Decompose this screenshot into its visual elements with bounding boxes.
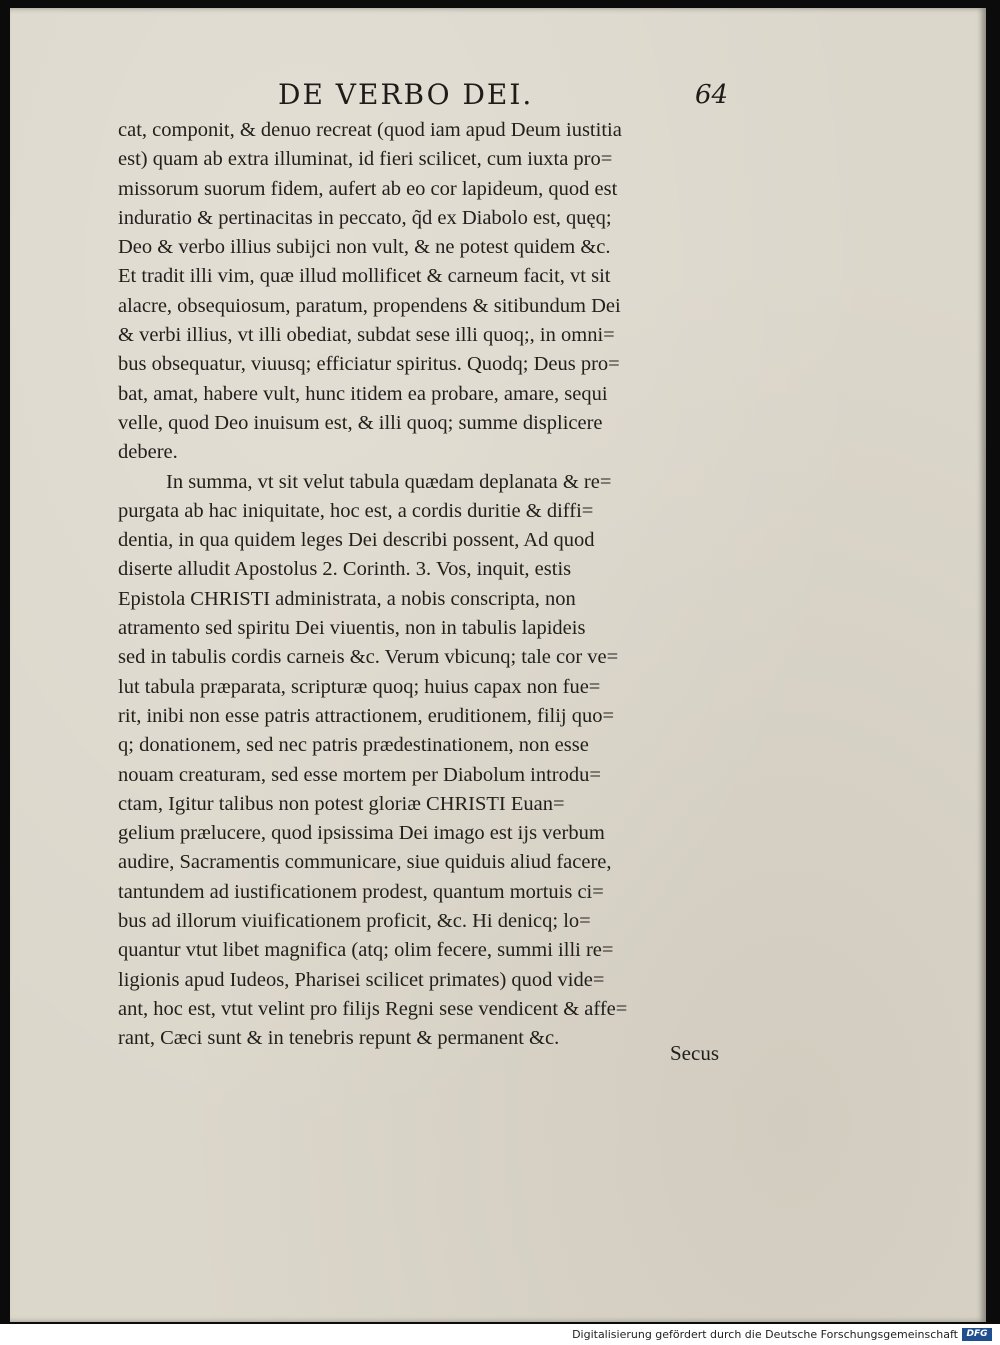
- text-line: Epistola CHRISTI administrata, a nobis conscripta, non: [118, 587, 576, 610]
- text-line: tantundem ad iustificationem prodest, quantum mortuis ci=: [118, 880, 604, 903]
- page-number: 64: [695, 80, 729, 110]
- body-text: [118, 116, 740, 1054]
- funding-credit: Digitalisierung gefördert durch die Deutsche Forschungsgemeinschaft: [572, 1328, 958, 1341]
- text-line: audire, Sacramentis communicare, siue quiduis aliud facere,: [118, 851, 612, 874]
- text-line: bus ad illorum viuificationem proficit, &c. Hi denicq; lo=: [118, 910, 591, 933]
- text-line: velle, quod Deo inuisum est, & illi quoq; summe displicere: [118, 411, 603, 434]
- text-line: purgata ab hac iniquitate, hoc est, a cordis duritie & diffi=: [118, 499, 594, 522]
- text-line: debere.: [118, 441, 178, 464]
- text-line: atramento sed spiritu Dei viuentis, non in tabulis lapideis: [118, 617, 586, 640]
- text-line: rit, inibi non esse patris attractionem, eruditionem, filij quo=: [118, 704, 615, 727]
- text-line: est) quam ab extra illuminat, id fieri scilicet, cum iuxta pro=: [118, 148, 613, 171]
- catchword: Secus: [670, 1041, 719, 1065]
- text-line: sed in tabulis cordis carneis &c. Verum vbicunq; tale cor ve=: [118, 646, 619, 669]
- text-line: ligionis apud Iudeos, Pharisei scilicet primates) quod vide=: [118, 968, 605, 991]
- paragraph-first-line: In summa, vt sit velut tabula quædam deplanata & re=: [166, 470, 612, 493]
- text-line: Deo & verbo illius subijci non vult, & ne potest quidem &c.: [118, 236, 611, 259]
- text-line: ant, hoc est, vtut velint pro filijs Regni sese vendicent & affe=: [118, 997, 628, 1020]
- running-head: DE VERBO DEI.: [278, 78, 534, 111]
- text-line: bus obsequatur, viuusq; efficiatur spiritus. Quodq; Deus pro=: [118, 353, 620, 376]
- text-line: lut tabula præparata, scripturæ quoq; huius capax non fue=: [118, 675, 601, 698]
- text-line: rant, Cæci sunt & in tenebris repunt & permanent &c.: [118, 1027, 560, 1050]
- page-header: [10, 78, 986, 118]
- text-line: diserte alludit Apostolus 2. Corinth. 3. Vos, inquit, estis: [118, 558, 572, 581]
- text-line: Et tradit illi vim, quæ illud mollificet & carneum facit, vt sit: [118, 265, 611, 288]
- text-line: & verbi illius, vt illi obediat, subdat sese illi quoq;, in omni=: [118, 324, 615, 347]
- text-line: induratio & pertinacitas in peccato, q̃d ex Diabolo est, quęq;: [118, 206, 612, 229]
- text-line: quantur vtut libet magnifica (atq; olim fecere, summi illi re=: [118, 939, 614, 962]
- digitization-footer: [0, 1326, 1000, 1345]
- text-line: nouam creaturam, sed esse mortem per Diabolum introdu=: [118, 763, 601, 786]
- text-line: gelium prælucere, quod ipsissima Dei imago est ijs verbum: [118, 822, 605, 845]
- book-page: [10, 8, 986, 1322]
- text-line: alacre, obsequiosum, paratum, propendens & sitibundum Dei: [118, 294, 621, 317]
- text-line: bat, amat, habere vult, hunc itidem ea probare, amare, sequi: [118, 382, 608, 405]
- text-line: missorum suorum fidem, aufert ab eo cor lapideum, quod est: [118, 177, 618, 200]
- dfg-logo: DFG: [962, 1328, 992, 1341]
- text-line: q; donationem, sed nec patris prædestinationem, non esse: [118, 734, 589, 757]
- text-line: dentia, in qua quidem leges Dei describi possent, Ad quod: [118, 529, 595, 552]
- text-line: cat, componit, & denuo recreat (quod iam apud Deum iustitia: [118, 119, 622, 141]
- text-line: ctam, Igitur talibus non potest gloriæ CHRISTI Euan=: [118, 792, 565, 815]
